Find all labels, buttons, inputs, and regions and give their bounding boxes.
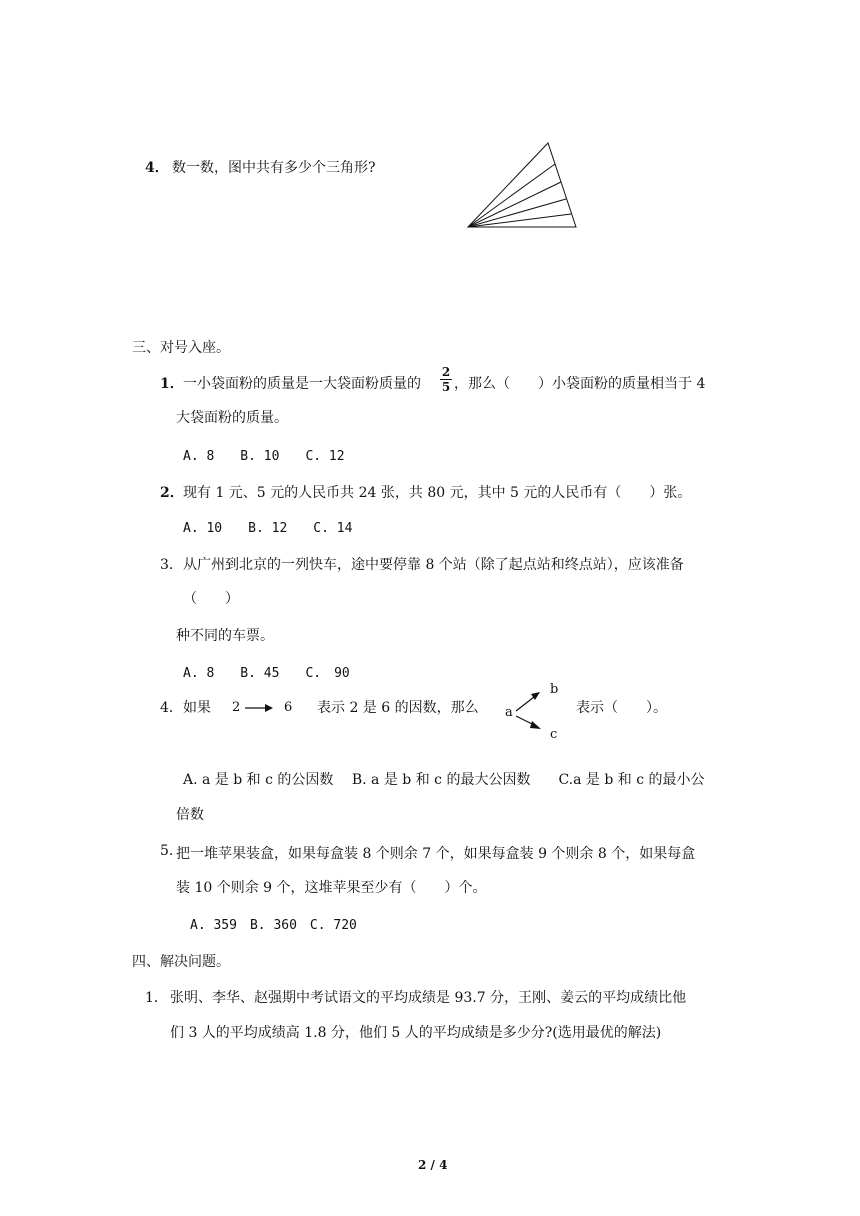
question-number: 3．	[160, 557, 183, 573]
diagram-node: a	[505, 705, 513, 720]
diagram-node: b	[550, 682, 559, 697]
question-number: 1．	[160, 376, 184, 392]
question-text: 如果	[183, 700, 211, 716]
page-number: 2 / 4	[418, 1158, 448, 1172]
question-text: ，那么（ ）小袋面粉的质量相当于 4	[454, 376, 706, 392]
answer-options: 倍数	[176, 807, 204, 823]
section-heading: 三、对号入座。	[132, 340, 230, 356]
question-text: 从广州到北京的一列快车，途中要停靠 8 个站（除了起点站和终点站），应该准备	[183, 557, 684, 573]
question-text: 表示（ ）。	[576, 700, 667, 716]
question-text: 种不同的车票。	[176, 628, 274, 644]
question-text: 一小袋面粉的质量是一大袋面粉质量的	[183, 376, 421, 392]
answer-blank: （ ）	[183, 591, 239, 607]
question-text: 张明、李华、赵强期中考试语文的平均成绩是 93.7 分，王刚、姜云的平均成绩比他	[170, 990, 687, 1006]
question-text: 数一数，图中共有多少个三角形?	[172, 160, 376, 176]
answer-options: A. 8 B. 10 C. 12	[183, 449, 345, 464]
question-text: 大袋面粉的质量。	[176, 410, 288, 426]
question-number: 5.	[160, 843, 174, 859]
question-text: 表示 2 是 6 的因数，那么	[317, 700, 479, 716]
diagram-label: 2	[232, 700, 241, 715]
diagram-label: 6	[284, 700, 293, 715]
fraction-numerator: 2	[441, 365, 451, 379]
question-number: 4．	[145, 160, 169, 176]
question-text: 现有 1 元、5 元的人民币共 24 张，共 80 元，其中 5 元的人民币有（ ）张。	[183, 485, 692, 501]
question-number: 2．	[160, 485, 184, 501]
section-heading: 四、解决问题。	[132, 954, 230, 970]
fraction-denominator: 5	[441, 380, 451, 394]
question-number: 4．	[160, 700, 183, 716]
answer-options: A. 8 B. 45 C. 90	[183, 666, 350, 681]
question-text: 把一堆苹果装盒，如果每盒装 8 个则余 7 个，如果每盒装 9 个则余 8 个，如果每盒	[176, 846, 696, 862]
diagram-node: c	[550, 727, 558, 742]
question-number: 1．	[145, 990, 168, 1006]
question-text: 装 10 个则余 9 个，这堆苹果至少有（ ）个。	[176, 880, 487, 896]
question-text: 们 3 人的平均成绩高 1.8 分，他们 5 人的平均成绩是多少分?(选用最优的解法)	[170, 1025, 662, 1041]
answer-options: A. 10 B. 12 C. 14	[183, 521, 353, 536]
answer-options: A. 359 B. 360 C. 720	[190, 918, 357, 933]
answer-options: A. a 是 b 和 c 的公因数 B. a 是 b 和 c 的最大公因数 C.a 是 b 和 c 的最小公	[183, 772, 705, 788]
